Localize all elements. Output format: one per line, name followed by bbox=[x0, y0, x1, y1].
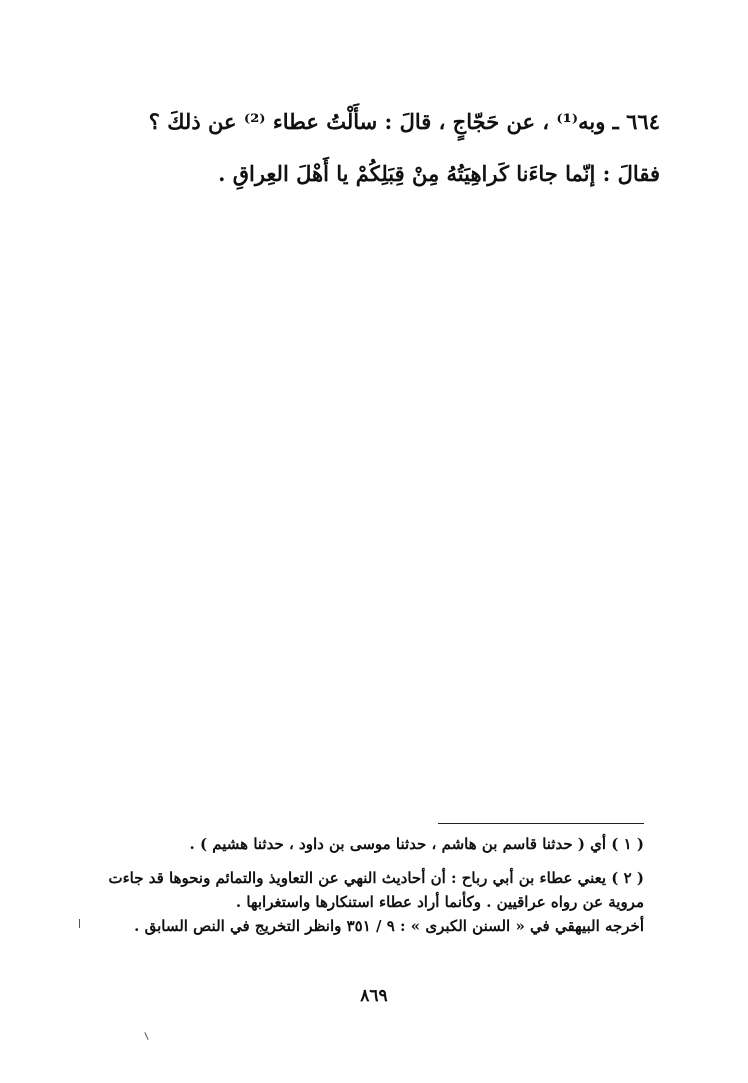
footnote-2-line-2: مروية عن رواه عراقيين . وكأنما أراد عطاء استنكارها واستغرابها . bbox=[235, 893, 644, 911]
hadith-line-1: ٦٦٤ ـ وبه⁽¹⁾ ، عن حَجّاجٍ ، قالَ : سأَلْتُ عطاء ⁽²⁾ عن ذلكَ ؟ bbox=[148, 109, 660, 134]
footnotes-block bbox=[96, 832, 644, 938]
footnote-divider bbox=[438, 823, 644, 824]
footnote-2-line-1: ( ٢ ) يعني عطاء بن أبي رباح : أن أحاديث النهي عن التعاويذ والتمائم ونحوها قد جاءت bbox=[108, 869, 644, 887]
scan-speck bbox=[144, 1032, 148, 1040]
main-text-block bbox=[140, 96, 660, 200]
hadith-line-2: فقالَ : إنّما جاءَنا كَراهِيَتُهُ مِنْ قِبَلِكُمْ يا أَهْلَ العِراقِ . bbox=[218, 161, 660, 186]
scan-speck bbox=[79, 919, 80, 928]
page-number: ٨٦٩ bbox=[360, 986, 388, 1006]
footnote-1: ( ١ ) أي ( حدثنا قاسم بن هاشم ، حدثنا موسى بن داود ، حدثنا هشيم ) . bbox=[189, 835, 644, 853]
footnote-2-line-3: أخرجه البيهقي في « السنن الكبرى » : ٩ / ٣٥١ وانظر التخريج في النص السابق . bbox=[134, 917, 644, 935]
